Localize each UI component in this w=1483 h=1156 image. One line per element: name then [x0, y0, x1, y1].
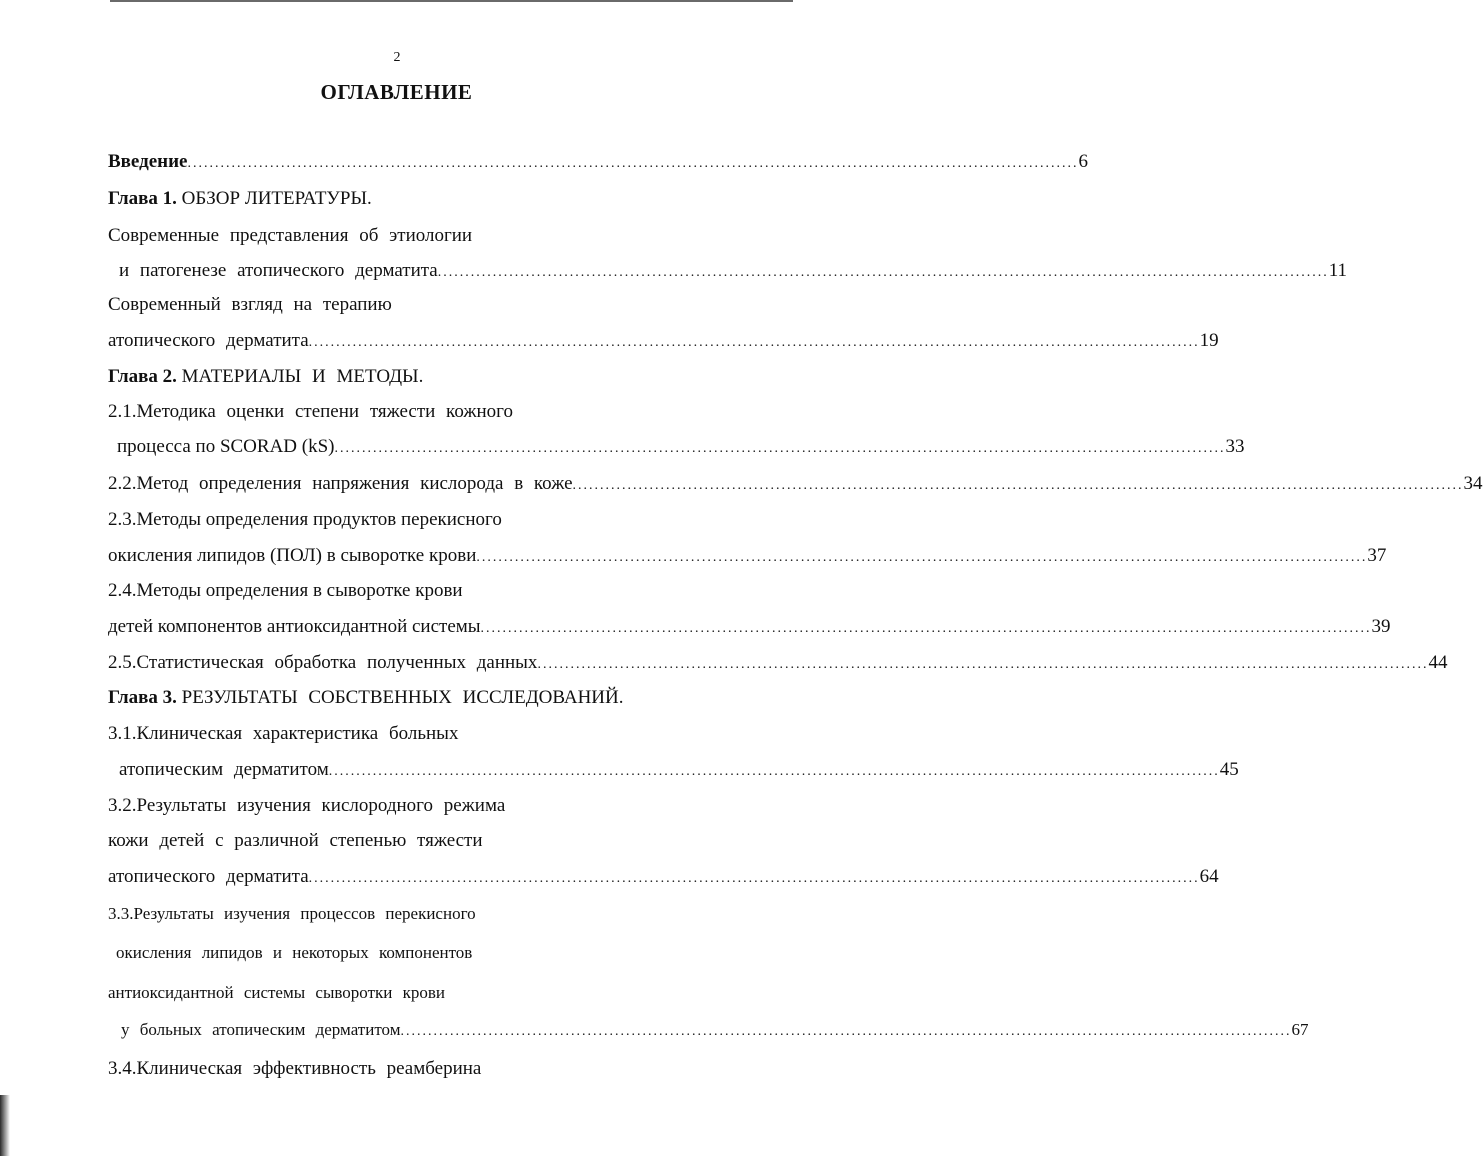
- toc-entry: [108, 651, 1448, 677]
- toc-line: 3.4.Клиническая эффективность реамберина: [108, 1058, 482, 1079]
- toc-line: 2.3.Методы определения продуктов перекисного: [108, 509, 502, 530]
- toc-entry-text: и патогенезе атопического дерматита: [119, 260, 438, 281]
- toc-page-number: 34: [1463, 473, 1483, 494]
- toc-line: 3.2.Результаты изучения кислородного режима: [108, 795, 506, 816]
- toc-line: окисления липидов и некоторых компонентов: [116, 943, 473, 962]
- toc-entry-text: 2.5.Статистическая обработка полученных данных: [108, 652, 538, 673]
- toc-line: 3.1.Клиническая характеристика больных: [108, 723, 459, 744]
- toc-leader-dots: ..................................................................................................................................................................: [328, 764, 1220, 779]
- toc-entry-text: атопического дерматита: [108, 866, 309, 887]
- toc-page-number: 19: [1199, 330, 1219, 351]
- toc-entry-text: атопическим дерматитом: [119, 759, 329, 780]
- toc-chapter-3: [108, 686, 623, 710]
- toc-entry: [117, 435, 1245, 461]
- toc-leader-dots: ..................................................................................................................................................................: [187, 156, 1079, 171]
- toc-page-number: 45: [1219, 759, 1239, 780]
- scan-top-border: [110, 0, 793, 2]
- toc-line: Современные представления об этиологии: [108, 225, 473, 246]
- toc-entry: [119, 758, 1239, 784]
- chapter-title: РЕЗУЛЬТАТЫ СОБСТВЕННЫХ ИССЛЕДОВАНИЙ.: [181, 687, 624, 708]
- toc-entry-text: атопического дерматита: [108, 330, 309, 351]
- toc-entry-intro: [108, 150, 1088, 176]
- toc-page-number: 6: [1078, 151, 1088, 172]
- toc-leader-dots: ..................................................................................................................................................................: [572, 478, 1464, 493]
- toc-entry: [108, 472, 1483, 498]
- toc-line: 2.1.Методика оценки степени тяжести кожного: [108, 401, 513, 422]
- toc-leader-dots: ..................................................................................................................................................................: [480, 621, 1372, 636]
- toc-entry: [108, 865, 1219, 891]
- scan-left-edge-shadow: [0, 1095, 10, 1156]
- chapter-title: ОБЗОР ЛИТЕРАТУРЫ.: [181, 188, 372, 209]
- toc-line: кожи детей с различной степенью тяжести: [108, 830, 483, 851]
- toc-entry-text: у больных атопическим дерматитом: [121, 1020, 401, 1039]
- toc-chapter-1: [108, 187, 372, 211]
- toc-entry-text: Введение: [108, 151, 188, 172]
- toc-entry-text: процесса по SCORAD (kS): [117, 436, 335, 457]
- chapter-label: Глава 2.: [108, 366, 177, 387]
- toc-leader-dots: ..................................................................................................................................................................: [308, 871, 1200, 886]
- toc-chapter-2: [108, 365, 423, 389]
- toc-entry-text: 2.2.Метод определения напряжения кислорода в коже: [108, 473, 573, 494]
- page-number: 2: [393, 50, 401, 65]
- chapter-label: Глава 1.: [108, 188, 177, 209]
- toc-leader-dots: ..................................................................................................................................................................: [400, 1024, 1292, 1039]
- toc-page-number: 44: [1428, 652, 1448, 673]
- toc-entry: [108, 544, 1387, 570]
- toc-line: антиоксидантной системы сыворотки крови: [108, 983, 445, 1002]
- toc-entry: [119, 259, 1348, 285]
- toc-line: 3.3.Результаты изучения процессов перекисного: [108, 904, 476, 923]
- toc-leader-dots: ..................................................................................................................................................................: [537, 657, 1429, 672]
- chapter-title: МАТЕРИАЛЫ И МЕТОДЫ.: [181, 366, 424, 387]
- toc-page-number: 64: [1199, 866, 1219, 887]
- toc-page-number: 67: [1291, 1020, 1309, 1039]
- chapter-label: Глава 3.: [108, 687, 177, 708]
- toc-entry: [121, 1018, 1309, 1044]
- toc-leader-dots: ..................................................................................................................................................................: [476, 550, 1368, 565]
- toc-leader-dots: ..................................................................................................................................................................: [308, 335, 1200, 350]
- page-title: ОГЛАВЛЕНИЕ: [320, 80, 473, 104]
- toc-line: 2.4.Методы определения в сыворотке крови: [108, 580, 463, 601]
- toc-entry: [108, 615, 1391, 641]
- toc-page-number: 33: [1225, 436, 1245, 457]
- toc-page-number: 37: [1367, 545, 1387, 566]
- toc-leader-dots: ..................................................................................................................................................................: [334, 441, 1226, 456]
- toc-page-number: 11: [1328, 260, 1348, 281]
- toc-line: Современный взгляд на терапию: [108, 294, 392, 315]
- toc-entry-text: детей компонентов антиоксидантной системы: [108, 616, 481, 637]
- toc-entry-text: окисления липидов (ПОЛ) в сыворотке крови: [108, 545, 477, 566]
- toc-leader-dots: ..................................................................................................................................................................: [437, 265, 1329, 280]
- toc-page-number: 39: [1371, 616, 1391, 637]
- toc-entry: [108, 329, 1219, 355]
